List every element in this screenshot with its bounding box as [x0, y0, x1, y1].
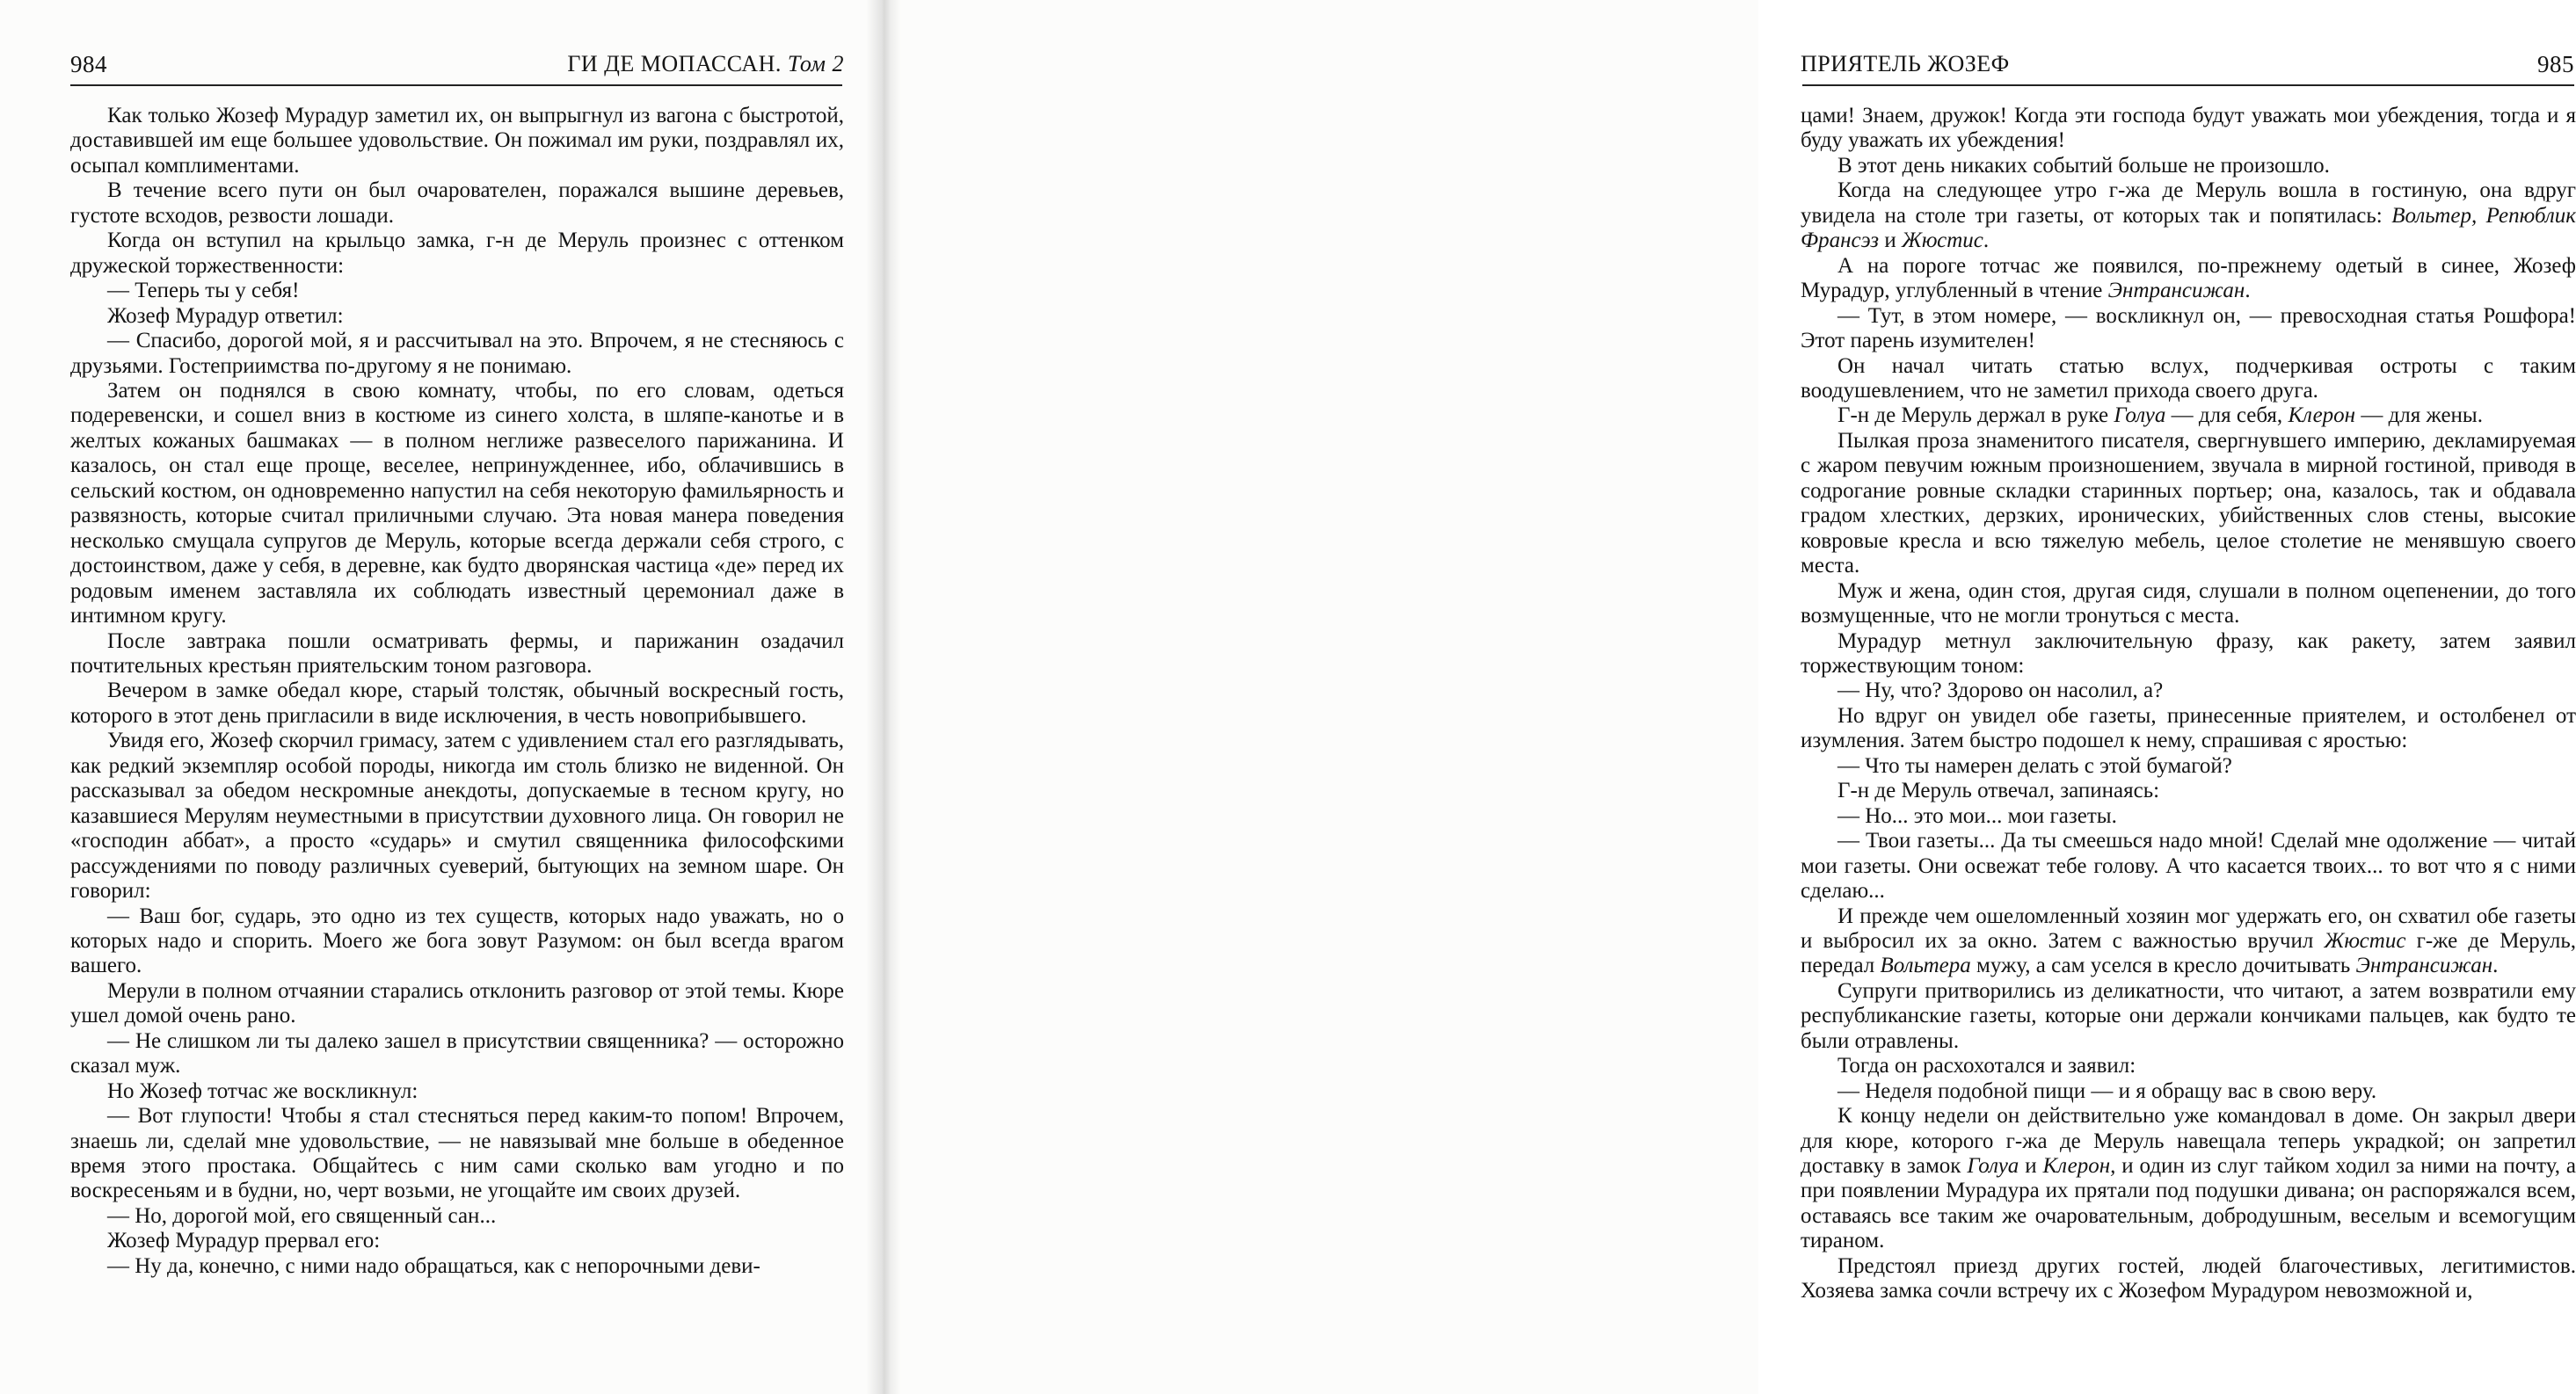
running-title-author: ГИ ДЕ МОПАССАН. [567, 51, 782, 76]
paragraph: — Теперь ты у себя! [107, 279, 300, 303]
right-page-header [1801, 51, 2574, 86]
paragraph: — Твои газеты... Да ты смеешься надо мной! Сделай мне одолжение — читай мои газеты. Они освежат тебе голову. А что касается твоих... то вот что я с ними сделаю... [1801, 829, 2576, 904]
paragraph: — Тут, в этом номере, — воскликнул он, — превосходная статья Рошфора! Этот парень изумителен! [1801, 303, 2576, 353]
paragraph: — Ну да, конечно, с ними надо обращаться, как с непорочными деви- [107, 1253, 760, 1278]
paragraph: — Что ты намерен делать с этой бумагой? [1837, 753, 2232, 778]
running-title: ПРИЯТЕЛЬ ЖОЗЕФ [1801, 51, 2010, 76]
paragraph: — Ну, что? Здорово он насолил, а? [1837, 679, 2164, 703]
paragraph: — Неделя подобной пищи — и я обращу вас в свою веру. [1837, 1078, 2377, 1103]
paragraph: Супруги притворились из деликатности, что читают, а затем возвратили ему республиканские газеты, которые они держали кончиками пальцев, как будто те были отравлены. [1801, 978, 2576, 1053]
paragraph: Предстоял приезд других гостей, людей благочестивых, легитимистов. Хозяева замка сочли встречу их с Жозефом Мурадуром невозможной и, [1801, 1253, 2576, 1303]
paragraph: цами! Знаем, дружок! Когда эти господа будут уважать мои убеждения, тогда и я буду уважать их убеждения! [1801, 104, 2576, 153]
paragraph: Муж и жена, один стоя, другая сидя, слушали в полном оцепенении, до того возмущенные, что не могли тронуться с места. [1801, 578, 2576, 628]
paragraph: В течение всего пути он был очарователен, поражался вышине деревьев, густоте всходов, резвости лошади. [70, 178, 844, 228]
paragraph: В этот день никаких событий больше не произошло. [1837, 153, 2330, 178]
paragraph: После завтрака пошли осматривать фермы, и парижанин озадачил почтительных крестьян приятельским тоном разговора. [70, 628, 844, 678]
newspaper-title: Клерон [2288, 403, 2356, 428]
paragraph: И прежде чем ошеломленный хозяин мог удержать его, он схватил обе газеты и выбросил их за окно. Затем с важностью вручил Жюстис г-же де Меруль, передал Вольтера мужу, а сам уселся в кресло дочитывать Энтрансижан. [1801, 904, 2576, 978]
paragraph: — Спасибо, дорогой мой, я и рассчитывал на это. Впрочем, я не стесняюсь с друзьями. Гостеприимства по-другому я не понимаю. [70, 329, 844, 378]
running-title-volume: Том 2 [787, 51, 844, 76]
paragraph: Г-н де Меруль отвечал, запинаясь: [1837, 779, 2160, 803]
paragraph: Жозеф Мурадур ответил: [107, 303, 344, 328]
paragraph: Но вдруг он увидел обе газеты, принесенные приятелем, и остолбенел от изумления. Затем быстро подошел к нему, спрашивая с яростью: [1801, 703, 2576, 753]
newspaper-title: Голуа [1967, 1154, 2019, 1179]
paragraph: Но Жозеф тотчас же воскликнул: [107, 1078, 418, 1103]
paragraph: Когда на следующее утро г-жа де Меруль вошла в гостиную, она вдруг увидела на столе три газеты, от которых так и попятилась: Вольтер, Репюблик Франсэз и Жюстис. [1801, 178, 2576, 253]
newspaper-title: Жюстис [2324, 928, 2406, 953]
paragraph: Затем он поднялся в свою комнату, чтобы, по его словам, одеться подеревенски, и сошел вниз в костюме из синего холста, в шляпе-канотье и в желтых кожаных башмаках — в полном неглиже развеселого парижанина. И казалось, он стал еще проще, веселее, непринужденнее, ибо, облачившись в сельский костюм, он одновременно напустил на себя некоторую фамильярность и развязность, которые считал приличными случаю. Эта новая манера поведения несколько смущала супругов де Меруль, которые всегда держали себя строго, с достоинством, даже у себя, в деревне, как будто дворянская частица «де» перед их родовым именем заставляла их соблюдать известный церемониал даже в интимном кругу. [70, 378, 844, 628]
newspaper-title: Жюстис [1901, 229, 1983, 253]
paragraph: — Ваш бог, сударь, это одно из тех существ, которых надо уважать, но о которых надо и спорить. Моего же бога зовут Разумом: он был всегда врагом вашего. [70, 904, 844, 978]
running-title [567, 51, 844, 77]
right-text-column [1801, 104, 2576, 1304]
right-page [879, 0, 2576, 1394]
paragraph: — Не слишком ли ты далеко зашел в присутствии священника? — осторожно сказал муж. [70, 1028, 844, 1078]
paragraph: К концу недели он действительно уже командовал в доме. Он закрыл двери для кюре, которого г-жа де Меруль навещала теперь украдкой; он запретил доставку в замок Голуа и Клерон, и один из слуг тайком ходил за ними на почту, а при появлении Мурадура их прятали под подушки дивана; он распоряжался всем, оставаясь все таким же очаровательным, добродушным, веселым и всемогущим тираном. [1801, 1104, 2576, 1253]
paragraph: — Но... это мои... мои газеты. [1837, 803, 2117, 828]
paragraph: Увидя его, Жозеф скорчил гримасу, затем с удивлением стал его разглядывать, как редкий экземпляр особой породы, никогда им столь близко не виденной. Он рассказывал за обедом нескромные анекдоты, допускаемые в тесном кругу, но казавшиеся Мерулям неуместными в присутствии духовного лица. Он говорил не «господин аббат», а просто «сударь» и смутил священника философскими рассуждениями по поводу различных суеверий, бытующих на земном шаре. Он говорил: [70, 729, 844, 904]
newspaper-title: Вольтер, Репюблик Франсэз [1801, 203, 2576, 253]
header-rule [70, 84, 842, 86]
newspaper-title: Энтрансижан [2355, 954, 2493, 978]
newspaper-title: Энтрансижан [2107, 279, 2245, 303]
paragraph: Он начал читать статью вслух, подчеркивая остроты с таким воодушевлением, что не заметил прихода своего друга. [1801, 353, 2576, 403]
header-rule [1802, 84, 2574, 86]
page-number: 984 [70, 51, 107, 77]
paragraph: А на пороге тотчас же появился, по-прежнему одетый в синее, Жозеф Мурадур, углубленный в чтение Энтрансижан. [1801, 253, 2576, 303]
paragraph: Мурадур метнул заключительную фразу, как ракету, затем заявил торжествующим тоном: [1801, 628, 2576, 678]
paragraph: Как только Жозеф Мурадур заметил их, он выпрыгнул из вагона с быстротой, доставившей им еще большее удовольствие. Он пожимал им руки, поздравлял их, осыпал комплиментами. [70, 104, 844, 178]
paragraph: Мерули в полном отчаянии старались отклонить разговор от этой темы. Кюре ушел домой очень рано. [70, 978, 844, 1028]
newspaper-title: Голуа [2114, 403, 2166, 428]
left-page [0, 0, 879, 1394]
newspaper-title: Вольтера [1880, 954, 1971, 978]
paragraph: — Вот глупости! Чтобы я стал стесняться перед каким-то попом! Впрочем, знаешь ли, сделай мне удовольствие, — не навязывай мне больше в обеденное время этого простака. Общайтесь с ним сами сколько вам угодно и по воскресеньям и в будни, но, черт возьми, не угощайте им своих друзей. [70, 1104, 844, 1203]
paragraph: Г-н де Меруль держал в руке Голуа — для себя, Клерон — для жены. [1837, 403, 2483, 428]
paragraph: — Но, дорогой мой, его священный сан... [107, 1203, 497, 1228]
paragraph: Вечером в замке обедал кюре, старый толстяк, обычный воскресный гость, которого в этот день пригласили в виде исключения, в честь новоприбывшего. [70, 679, 844, 728]
paragraph: Жозеф Мурадур прервал его: [107, 1229, 381, 1253]
left-page-header [70, 51, 844, 86]
paragraph: Когда он вступил на крыльцо замка, г-н де Меруль произнес с оттенком дружеской торжественности: [70, 229, 844, 278]
paragraph: Пылкая проза знаменитого писателя, свергнувшего империю, декламируемая с жаром певучим южным произношением, звучала в мирной гостиной, приводя в содрогание ровные складки старинных портьер; она, казалось, так и обдавала градом хлестких, дерзких, иронических, убийственных слов стены, высокие ковровые кресла и всю тяжелую мебель, целое столетие не менявшую своего места. [1801, 428, 2576, 578]
page-number: 985 [2537, 51, 2574, 77]
paragraph: Тогда он расхохотался и заявил: [1837, 1054, 2136, 1078]
left-text-column [70, 104, 844, 1279]
book-gutter-shadow [866, 0, 901, 1394]
newspaper-title: Клерон, [2042, 1154, 2116, 1179]
